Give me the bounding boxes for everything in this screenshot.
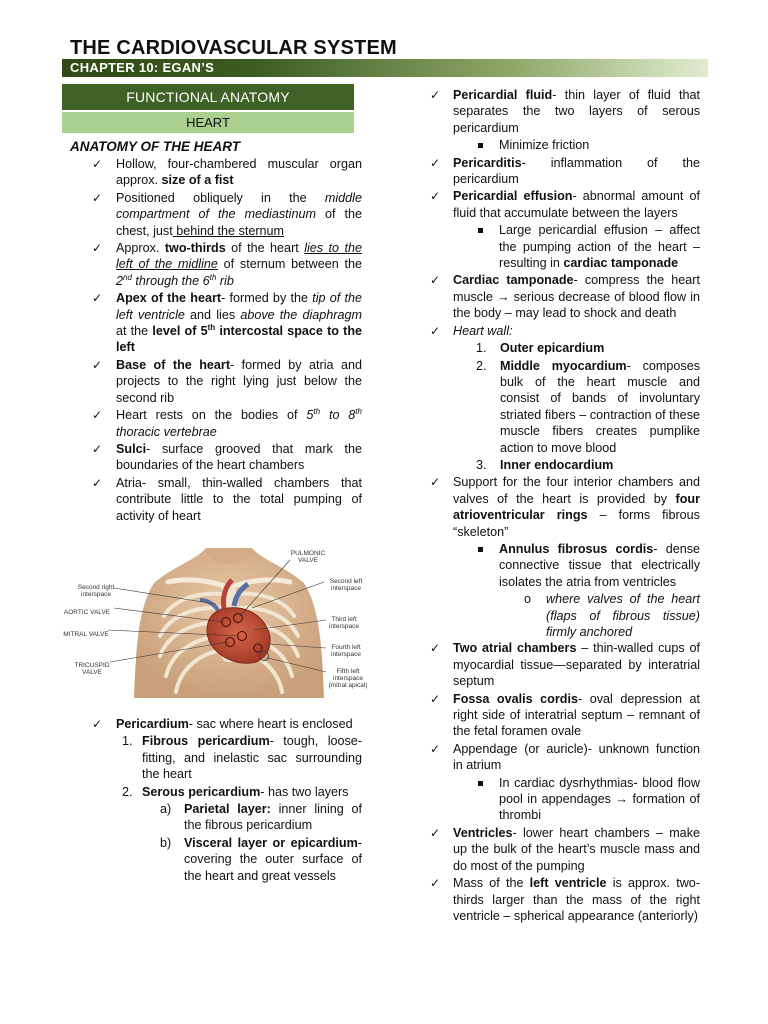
list-item: ✓ Support for the four interior chambers and valves of the heart is provided by four atrioventricular rings – forms fibrous “skeleton” [430, 475, 700, 539]
list-item: ✓ Base of the heart- formed by atria and projects to the right lying just below the second rib [92, 357, 362, 405]
numbered-item: 2. Serous pericardium- has two layers [122, 784, 349, 799]
right-column [428, 87, 700, 925]
list-item: ✓ Approx. two-thirds of the heart lies to the left of the midline of sternum between the 2nd through the 6th rib [92, 241, 362, 288]
numbered-item: 3. Inner endocardium [476, 457, 614, 472]
check-icon: ✓ [430, 876, 441, 891]
check-icon: ✓ [430, 691, 441, 706]
check-icon: ✓ [92, 716, 103, 731]
square-bullet-icon [478, 143, 483, 148]
list-item: ✓ Appendage (or auricle)- unknown function in atrium [430, 741, 700, 773]
second-right-interspace-label: Second right interspace [77, 583, 115, 598]
list-item: ✓ Atria- small, thin-walled chambers that contribute little to the total pumping of activity of heart [92, 475, 362, 523]
fifth-left-interspace-label: Fifth left interspace (mitral apical) [328, 667, 368, 689]
check-icon: ✓ [92, 291, 103, 306]
list-item: ✓ Fossa ovalis cordis- oval depression at right side of interatrial septum – remnant of the fetal foramen ovale [430, 691, 700, 739]
check-icon: ✓ [92, 157, 103, 171]
list-item: ✓ Hollow, four-chambered muscular organ approx. size of a fist [92, 157, 362, 188]
bullet-item: Large pericardial effusion – affect the pumping action of the heart – resulting in cardiac tamponade [428, 222, 700, 271]
list-item: ✓ Heart rests on the bodies of 5th to 8th thoracic vertebrae [92, 406, 362, 439]
list-item: ✓ Two atrial chambers – thin-walled cups of myocardial tissue—separated by interatrial septum [430, 641, 700, 689]
anatomy-heading: ANATOMY OF THE HEART [70, 139, 241, 154]
list-item: ✓ Ventricles- lower heart chambers – make up the bulk of the heart’s muscle mass and do most of the pumping [430, 825, 700, 873]
check-icon: ✓ [92, 241, 103, 256]
section-banner: FUNCTIONAL ANATOMY [62, 84, 354, 110]
square-bullet-icon [478, 547, 483, 552]
left-column [63, 138, 368, 885]
fourth-left-interspace-label: Fourth left interspace [331, 643, 361, 658]
lettered-item: a) Parietal layer: inner lining of the fibrous pericardium [160, 801, 362, 833]
check-icon: ✓ [92, 441, 103, 456]
check-icon: ✓ [430, 825, 441, 840]
chapter-banner: CHAPTER 10: EGAN’S [62, 59, 708, 77]
bullet-item: Annulus fibrosus cordis- dense connective tissue that electrically isolates the atria from ventricles [428, 541, 700, 590]
list-item: ✓ Pericardial fluid- thin layer of fluid that separates the two layers of serous pericardium [430, 88, 701, 135]
list-item: ✓ Positioned obliquely in the middle compartment of the mediastinum of the chest, just behind the sternum [92, 190, 362, 238]
list-item: ✓ Pericarditis- inflammation of the pericardium [430, 155, 700, 187]
check-icon: ✓ [430, 189, 441, 204]
subsection-banner: HEART [62, 112, 354, 133]
square-bullet-icon [478, 228, 483, 233]
check-icon: ✓ [430, 641, 441, 656]
bullet-item: In cardiac dysrhythmias- blood flow pool in appendages → formation of thrombi [428, 775, 700, 824]
third-left-interspace-label: Third left interspace [329, 615, 359, 630]
check-icon: ✓ [92, 408, 103, 423]
mitral-valve-label: MITRAL VALVE [63, 630, 109, 638]
list-item: ✓ Pericardial effusion- abnormal amount of fluid that accumulate between the layers [430, 189, 700, 220]
bullet-item: Minimize friction [428, 137, 700, 153]
lettered-item: b) Visceral layer or epicardium- covering the outer surface of the heart and great vessels [160, 835, 362, 883]
circle-sub-item: o where valves of the heart (flaps of fibrous tissue) firmly anchored [524, 592, 700, 639]
list-item: ✓ Sulci- surface grooved that mark the boundaries of the heart chambers [92, 441, 362, 473]
check-icon: ✓ [430, 88, 441, 102]
check-icon: ✓ [430, 475, 441, 490]
list-item: ✓ Heart wall: [430, 323, 513, 338]
square-bullet-icon [478, 781, 483, 786]
heart-chest-illustration [56, 538, 386, 698]
numbered-item: 1. Outer epicardium [476, 341, 605, 356]
check-icon: ✓ [430, 323, 441, 338]
check-icon: ✓ [92, 357, 103, 372]
second-left-interspace-label: Second left interspace [329, 577, 363, 592]
numbered-item: 2. Middle myocardium- composes bulk of the heart muscle and consist of bands of involuntary striated fibers – contraction of these muscle fibers creates pumplike action to move blood [476, 358, 701, 455]
aortic-valve-label: AORTIC VALVE [63, 608, 111, 616]
check-icon: ✓ [430, 741, 441, 756]
pulmonic-valve-label: PULMONIC VALVE [290, 549, 326, 564]
list-item: ✓ Pericardium- sac where heart is enclosed [92, 716, 353, 731]
numbered-item: 1. Fibrous pericardium- tough, loose-fitting, and inelastic sac surrounding the heart [122, 734, 362, 782]
list-item: ✓ Apex of the heart- formed by the tip of the left ventricle and lies above the diaphragm at the level of 5th intercostal space to the left [92, 291, 363, 355]
list-item: ✓ Cardiac tamponade- compress the heart muscle → serious decrease of blood flow in the body – may lead to shock and death [430, 273, 700, 321]
check-icon: ✓ [92, 190, 103, 205]
check-icon: ✓ [92, 475, 103, 490]
tricuspid-valve-label: TRICUSPID VALVE [74, 661, 110, 676]
page-title: THE CARDIOVASCULAR SYSTEM [70, 37, 397, 59]
check-icon: ✓ [430, 155, 441, 170]
list-item: ✓ Mass of the left ventricle is approx. two-thirds larger than the mass of the right ventricle – spherical appearance (anteriorly) [430, 876, 700, 923]
check-icon: ✓ [430, 273, 441, 288]
